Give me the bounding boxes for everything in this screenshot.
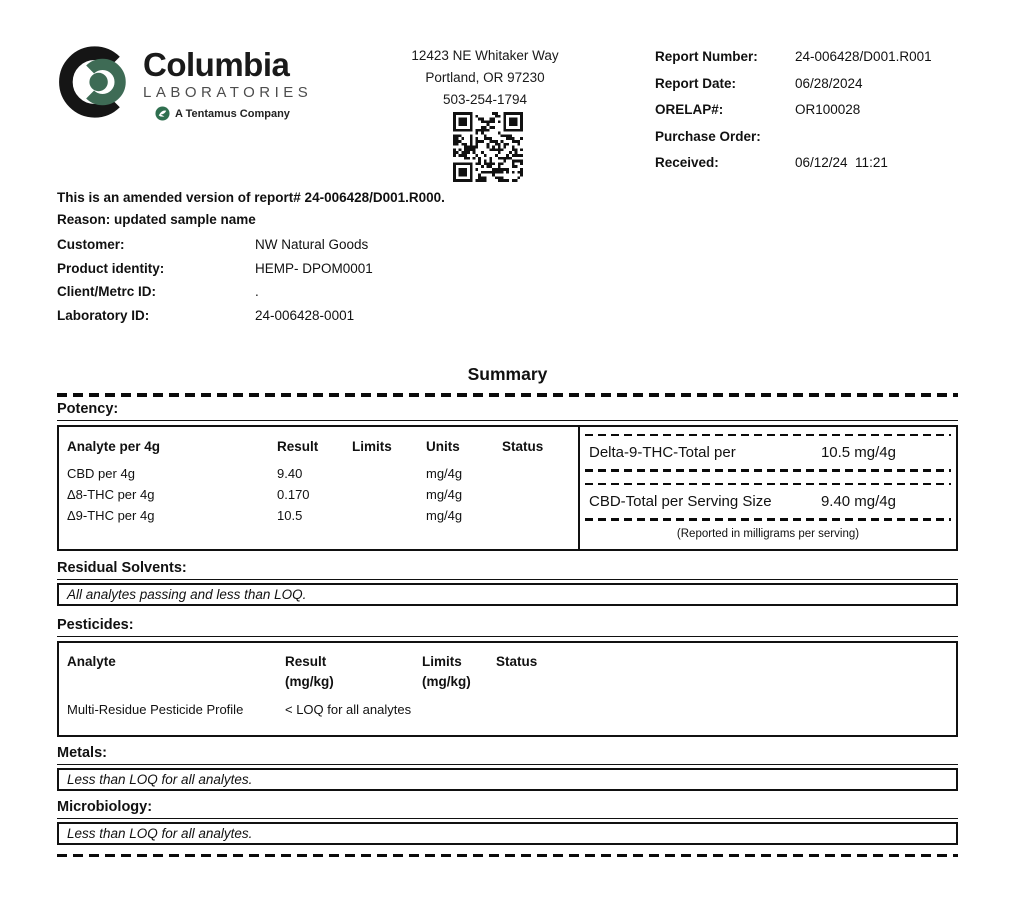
- cell-limits: [352, 484, 426, 505]
- cell-units: mg/4g: [426, 465, 463, 481]
- purchase-order-label: Purchase Order:: [655, 128, 761, 144]
- cell-status: [496, 701, 956, 719]
- report-info: [655, 48, 932, 172]
- microbiology-result: Less than LOQ for all analytes.: [57, 822, 958, 845]
- logo-text: [143, 42, 312, 121]
- product-identity-value: HEMP- DPOM0001: [255, 260, 373, 276]
- table-row: [67, 463, 578, 484]
- pesticides-box: [57, 641, 958, 737]
- cell-limits: [422, 701, 496, 719]
- cell-analyte: Δ9-THC per 4g: [67, 507, 155, 523]
- potency-table-header: [67, 438, 578, 456]
- metals-heading: Metals:: [57, 745, 958, 765]
- amendment-line-2: Reason: updated sample name: [57, 212, 256, 227]
- cbd-total-callout: [585, 485, 951, 518]
- sample-info: [57, 236, 373, 325]
- cell-units: mg/4g: [426, 486, 463, 502]
- col-analyte: Analyte per 4g: [67, 438, 161, 454]
- purchase-order-value: [795, 128, 932, 146]
- serving-note: (Reported in milligrams per serving): [676, 527, 860, 540]
- col-limits: Limits: [352, 438, 392, 454]
- cell-limits: [352, 505, 426, 526]
- potency-table: [59, 427, 578, 549]
- cell-result: 0.170: [277, 486, 310, 502]
- col-analyte: Analyte: [67, 653, 116, 669]
- report-number-label: Report Number:: [655, 49, 758, 64]
- table-row: [67, 701, 956, 719]
- cell-result: < LOQ for all analytes: [285, 701, 412, 717]
- col-result: Result: [277, 438, 319, 454]
- received-value: 06/12/24 11:21: [795, 155, 888, 170]
- cbd-total-label: CBD-Total per Serving Size: [589, 493, 772, 510]
- cell-status: [502, 484, 578, 505]
- client-metrc-value: .: [255, 284, 259, 299]
- divider: [585, 518, 951, 521]
- tentamus-icon: [155, 106, 170, 121]
- col-units: Units: [426, 438, 460, 454]
- table-row: [67, 505, 578, 526]
- orelap-label: ORELAP#:: [655, 102, 724, 117]
- tagline-label: A Tentamus Company: [175, 107, 290, 120]
- cell-analyte: CBD per 4g: [67, 465, 135, 481]
- columbia-logo-icon: [57, 42, 137, 122]
- customer-label: Customer:: [57, 237, 125, 252]
- cell-analyte: Δ8-THC per 4g: [67, 486, 155, 502]
- address-line-1: 12423 NE Whitaker Way: [411, 48, 559, 63]
- col-result: Result: [285, 653, 327, 669]
- thc-total-label: Delta-9-THC-Total per: [589, 444, 736, 461]
- pesticides-header-line2: (mg/kg) (mg/kg): [285, 673, 471, 689]
- client-metrc-label: Client/Metrc ID:: [57, 284, 157, 299]
- pesticides-heading: Pesticides:: [57, 617, 958, 637]
- cell-units: mg/4g: [426, 507, 463, 523]
- orelap-value: OR100028: [795, 102, 861, 117]
- cell-status: [502, 505, 578, 526]
- residual-solvents-heading: Residual Solvents:: [57, 560, 958, 580]
- amendment-line-1: This is an amended version of report# 24-006428/D001.R000.: [57, 190, 445, 205]
- lab-address: [375, 45, 595, 111]
- tentamus-tagline: [155, 106, 312, 121]
- pesticides-header-line1: [67, 652, 956, 672]
- col-status: Status: [496, 653, 538, 669]
- potency-box: [57, 425, 958, 551]
- col-status: Status: [502, 438, 544, 454]
- cell-result: 10.5: [277, 507, 303, 523]
- bottom-divider: [57, 854, 958, 858]
- residual-solvents-result: All analytes passing and less than LOQ.: [57, 583, 958, 606]
- address-line-3: 503-254-1794: [442, 92, 528, 107]
- report-number-value: 24-006428/D001.R001: [795, 49, 932, 64]
- summary-title: Summary: [467, 364, 548, 384]
- summary-divider: [57, 393, 958, 397]
- product-identity-label: Product identity:: [57, 260, 165, 276]
- cell-result: 9.40: [277, 465, 303, 481]
- customer-value: NW Natural Goods: [255, 237, 369, 252]
- thc-total-value: 10.5 mg/4g: [820, 444, 896, 461]
- logo-laboratories: LABORATORIES: [143, 84, 313, 101]
- col-limits: Limits: [422, 653, 462, 669]
- address-line-2: Portland, OR 97230: [425, 70, 545, 85]
- company-logo: [57, 42, 312, 122]
- report-date-value: 06/28/2024: [795, 75, 863, 91]
- laboratory-id-value: 24-006428-0001: [255, 307, 355, 323]
- laboratory-id-label: Laboratory ID:: [57, 307, 150, 323]
- microbiology-heading: Microbiology:: [57, 799, 958, 819]
- summary-section: [57, 362, 958, 857]
- totals-panel: [578, 427, 956, 549]
- cbd-total-value: 9.40 mg/4g: [820, 493, 896, 510]
- cell-limits: [352, 463, 426, 484]
- report-date-label: Report Date:: [655, 75, 737, 91]
- amendment-notice: [57, 187, 445, 231]
- metals-result: Less than LOQ for all analytes.: [57, 768, 958, 791]
- received-label: Received:: [655, 155, 719, 170]
- cell-analyte: Multi-Residue Pesticide Profile: [67, 701, 244, 717]
- cell-status: [502, 463, 578, 484]
- qr-code: [453, 112, 523, 182]
- potency-heading: Potency:: [57, 401, 958, 421]
- thc-total-callout: [585, 436, 951, 469]
- table-row: [67, 484, 578, 505]
- logo-company-name: Columbia: [143, 46, 290, 83]
